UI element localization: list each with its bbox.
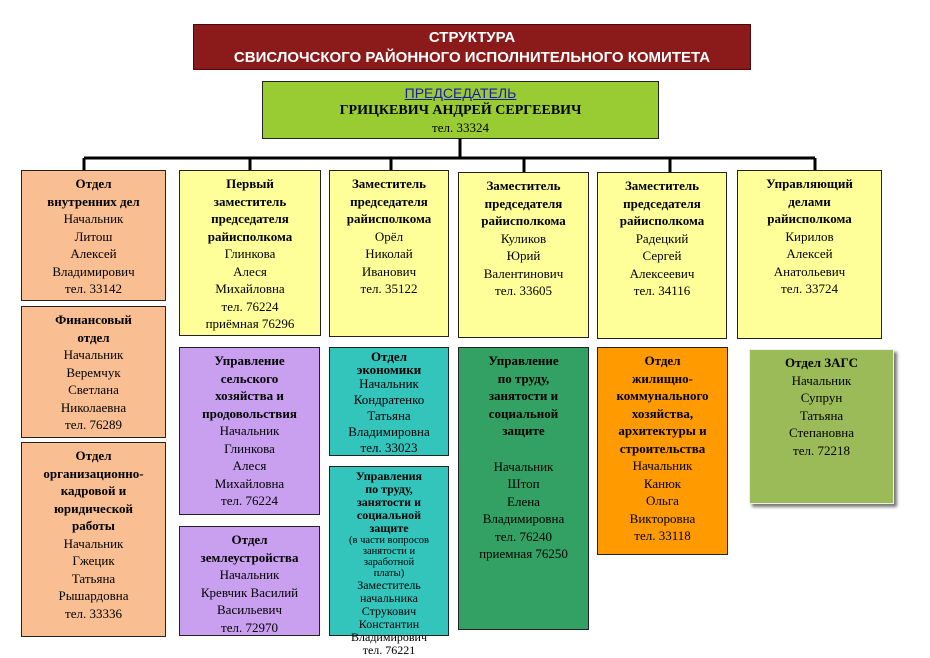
box-labor-social bbox=[458, 347, 589, 630]
box-line: Алексей bbox=[70, 246, 117, 261]
chairman-tel: тел. 33324 bbox=[432, 120, 489, 135]
box-deputy-radetsky bbox=[597, 172, 727, 339]
box-title-line: отдел bbox=[77, 329, 110, 345]
box-agriculture bbox=[179, 347, 320, 515]
box-title-line: Управление bbox=[488, 353, 559, 368]
box-title-line: Первый bbox=[226, 176, 274, 191]
box-title-line: экономики bbox=[356, 362, 422, 377]
box-line: Начальник bbox=[493, 458, 554, 474]
box-deputy-kulikov bbox=[458, 172, 589, 338]
box-line: Начальник bbox=[63, 535, 124, 551]
box-note-line: (в части вопросов bbox=[349, 535, 429, 546]
box-title-line: социальной bbox=[356, 508, 422, 522]
box-title-line: кадровой и bbox=[60, 483, 127, 498]
box-title-line: делами bbox=[788, 193, 831, 209]
box-title-line: райисполкома bbox=[619, 213, 705, 228]
box-line: Алексеевич bbox=[629, 265, 695, 281]
box-note-line: занятости и bbox=[362, 546, 416, 557]
box-title-line: Заместитель bbox=[351, 176, 427, 191]
box-title-line: Отдел ЗАГС bbox=[785, 355, 858, 370]
chairman-box bbox=[262, 81, 659, 139]
box-title-line: Управление bbox=[214, 353, 285, 368]
box-line: тел. 33023 bbox=[360, 440, 418, 455]
box-line: тел. 72970 bbox=[221, 619, 278, 635]
box-line: тел. 34116 bbox=[633, 283, 691, 298]
box-line: Сергей bbox=[642, 248, 682, 263]
box-line: Светлана bbox=[68, 382, 119, 397]
box-line: Татьяна bbox=[367, 408, 411, 423]
box-title-line: райисполкома bbox=[207, 228, 293, 244]
box-line: Владимирович bbox=[52, 263, 135, 279]
box-title-line: по труду, bbox=[497, 370, 550, 386]
box-line: Начальник bbox=[359, 376, 419, 391]
box-title-line: защите bbox=[369, 521, 409, 535]
box-title-line: занятости и bbox=[488, 388, 559, 403]
box-line: Юрий bbox=[506, 248, 541, 263]
box-line: Кирилов bbox=[785, 228, 834, 244]
box-line: Супрун bbox=[800, 390, 843, 405]
chairman-name: ГРИЦКЕВИЧ АНДРЕЙ СЕРГЕЕВИЧ bbox=[339, 103, 582, 118]
box-line: тел. 76289 bbox=[65, 417, 122, 432]
box-title-line: по труду, bbox=[365, 482, 413, 496]
box-line: тел. 33605 bbox=[495, 283, 552, 298]
box-line: Николай bbox=[365, 246, 413, 261]
box-line: тел. 76221 bbox=[362, 643, 416, 657]
box-line: Алеся bbox=[233, 263, 267, 279]
box-first-deputy bbox=[179, 170, 321, 336]
box-line: тел. 33118 bbox=[634, 528, 691, 543]
box-title-line: занятости и bbox=[356, 495, 421, 509]
box-line: Заместитель bbox=[357, 578, 421, 592]
box-title-line: Отдел bbox=[231, 532, 268, 547]
box-finance bbox=[21, 306, 166, 438]
box-title-line: продовольствия bbox=[202, 405, 297, 421]
box-line: приемная 76250 bbox=[479, 546, 568, 561]
box-title-line: юридической bbox=[53, 500, 134, 516]
box-line: Начальник bbox=[63, 347, 124, 362]
box-line: Начальник bbox=[219, 423, 280, 438]
box-line: Алексей bbox=[786, 246, 833, 261]
box-line: Канюк bbox=[643, 475, 682, 491]
box-line: Елена bbox=[507, 493, 540, 509]
box-line: тел. 76224 bbox=[221, 493, 278, 508]
box-line: Михайловна bbox=[215, 281, 285, 296]
box-title-line: Управления bbox=[355, 469, 423, 483]
box-line: Константин bbox=[358, 617, 420, 631]
box-title-line: социальной bbox=[488, 405, 559, 421]
box-title-line: землеустройства bbox=[200, 549, 299, 565]
box-title-line: председателя bbox=[211, 211, 289, 226]
chart-title-line2: СВИСЛОЧСКОГО РАЙОННОГО ИСПОЛНИТЕЛЬНОГО КОМИТЕТА bbox=[233, 49, 711, 66]
box-line: Струкович bbox=[361, 604, 417, 618]
box-line: Веремчук bbox=[66, 364, 121, 380]
chart-title bbox=[193, 24, 751, 70]
box-line: Литош bbox=[74, 228, 113, 244]
box-line: Глинкова bbox=[224, 246, 276, 261]
box-org-personnel bbox=[21, 442, 166, 637]
box-deputy-orel bbox=[329, 170, 449, 337]
box-line: Радецкий bbox=[635, 230, 689, 246]
box-line: Куликов bbox=[500, 230, 547, 246]
box-title-line: жилищно- bbox=[632, 370, 693, 386]
box-title-line: коммунального bbox=[616, 388, 709, 403]
box-line: тел. 33336 bbox=[65, 605, 122, 621]
box-note-line: платы) bbox=[373, 568, 405, 579]
box-title-line: райисполкома bbox=[481, 213, 566, 228]
box-line: Владимирович bbox=[351, 630, 427, 644]
chairman-role[interactable]: ПРЕДСЕДАТЕЛЬ bbox=[404, 85, 517, 101]
box-economy bbox=[329, 347, 449, 456]
box-line: тел. 35122 bbox=[360, 281, 418, 296]
box-title-line: сельского bbox=[220, 370, 279, 386]
box-line: тел. 33142 bbox=[65, 281, 122, 296]
box-title-line: Отдел bbox=[75, 176, 112, 191]
box-line: Николаевна bbox=[60, 399, 127, 415]
box-line: Анатольевич bbox=[773, 263, 846, 279]
box-line: Кондратенко bbox=[353, 392, 425, 407]
box-title-line: заместитель bbox=[213, 193, 287, 209]
box-title-line: председателя bbox=[350, 193, 428, 209]
box-line: Орёл bbox=[374, 228, 404, 244]
box-line: тел. 33724 bbox=[781, 281, 838, 296]
box-title-line: защите bbox=[502, 423, 545, 438]
chart-title-line1: СТРУКТУРА bbox=[428, 29, 516, 46]
box-line: Викторовна bbox=[629, 510, 696, 526]
box-land-management bbox=[179, 526, 320, 636]
box-line: Кревчик Василий bbox=[200, 584, 299, 600]
box-line: Степановна bbox=[789, 425, 854, 440]
box-line: Штоп bbox=[507, 476, 540, 491]
box-title-line: райисполкома bbox=[767, 211, 852, 226]
box-title-line: Управляющий bbox=[766, 176, 853, 191]
box-line: тел. 76240 bbox=[495, 528, 552, 544]
box-title-line: Отдел bbox=[75, 448, 112, 463]
box-title-line: Заместитель bbox=[486, 178, 561, 193]
box-line: Алеся bbox=[232, 458, 267, 473]
box-line: Глинкова bbox=[224, 440, 275, 456]
box-zags bbox=[749, 349, 894, 504]
box-note-line: заработной bbox=[363, 557, 415, 568]
box-manager bbox=[737, 170, 882, 339]
box-title-line: Заместитель bbox=[624, 178, 700, 193]
box-title-line: внутренних дел bbox=[47, 193, 140, 209]
box-line: Начальник bbox=[791, 372, 852, 388]
box-title-line: строительства bbox=[619, 440, 706, 456]
box-line: Татьяна bbox=[71, 570, 116, 586]
box-line: Татьяна bbox=[799, 407, 844, 423]
box-title-line: архитектуры и bbox=[618, 423, 707, 438]
box-line: Иванович bbox=[361, 263, 417, 279]
box-line: Валентинович bbox=[483, 265, 564, 281]
box-line: Начальник bbox=[219, 567, 280, 582]
box-line: Гжецик bbox=[72, 553, 115, 568]
box-title-line: хозяйства и bbox=[215, 388, 284, 403]
box-title-line: Отдел bbox=[371, 349, 407, 364]
box-title-line: Отдел bbox=[644, 353, 681, 368]
box-line: тел. 72218 bbox=[793, 442, 850, 458]
box-line: Рышардовна bbox=[58, 588, 129, 603]
box-title-line: хозяйства, bbox=[631, 405, 694, 421]
box-line: тел. 76224 bbox=[221, 298, 279, 314]
box-housing bbox=[597, 347, 728, 555]
box-line: Владимировна bbox=[482, 511, 565, 526]
box-line: Ольга bbox=[646, 493, 679, 508]
box-labor-partial bbox=[329, 466, 449, 657]
box-title-line: работы bbox=[72, 518, 115, 533]
box-line: Начальник bbox=[632, 458, 693, 473]
box-title-line: организационно- bbox=[43, 465, 144, 481]
box-line: Васильевич bbox=[217, 602, 282, 617]
box-title-line: председателя bbox=[484, 195, 563, 211]
box-title-line: Финансовый bbox=[55, 312, 132, 327]
box-line: Начальник bbox=[63, 211, 124, 226]
box-title-line: райисполкома bbox=[346, 211, 432, 226]
box-line: Михайловна bbox=[214, 475, 285, 491]
box-line: Владимировна bbox=[348, 424, 430, 439]
box-line: приёмная 76296 bbox=[205, 316, 295, 331]
box-title-line: председателя bbox=[623, 195, 701, 211]
box-line: начальника bbox=[359, 591, 418, 605]
box-internal-affairs bbox=[21, 170, 166, 301]
